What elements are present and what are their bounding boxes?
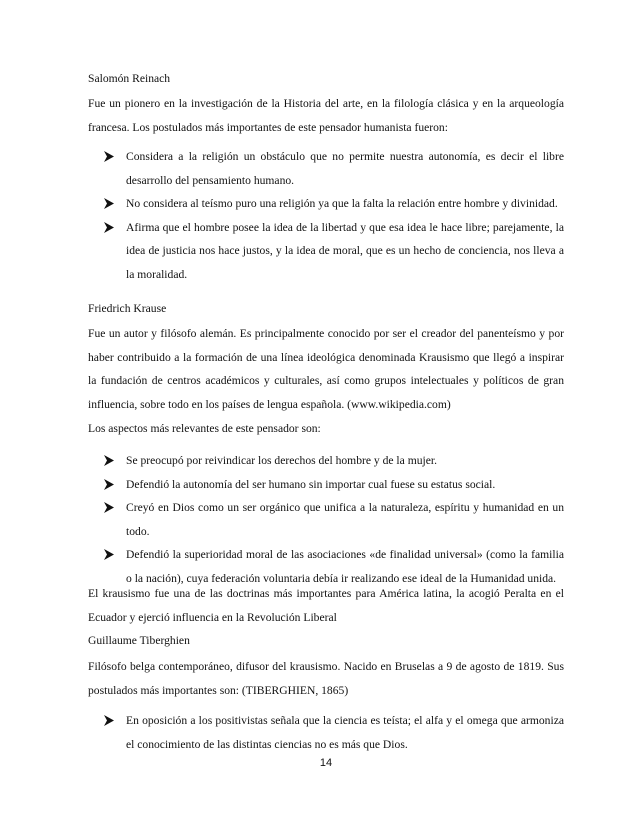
bullet-list-reinach [88, 145, 564, 286]
list-item [88, 449, 564, 473]
bullet-text: Considera a la religión un obstáculo que no permite nuestra autonomía, es decir el libre desarrollo del pensamiento humano. [126, 150, 564, 187]
bullet-text: Defendió la autonomía del ser humano sin importar cual fuese su estatus social. [126, 477, 496, 491]
paragraph-krause-aspects: Los aspectos más relevantes de este pensador son: [88, 422, 321, 435]
list-item [88, 145, 564, 192]
bullet-text: Se preocupó por reivindicar los derechos del hombre y de la mujer. [126, 454, 437, 467]
paragraph-krause-intro: Fue un autor y filósofo alemán. Es principalmente conocido por ser el creador del panenteísmo y por haber contribuido a la formación de una línea ideológica denominada Krausismo que llegó a inspirar la fundación de centros académicos y culturales, así como grupos intelectuales y políticos de gran influencia, sobre todo en los países de lengua española. (www.wikipedia.com) [88, 327, 564, 411]
paragraph-reinach-intro: Fue un pionero en la investigación de la Historia del arte, en la filología clásica y en la arqueología francesa. Los postulados más importantes de este pensador humanista fueron: [88, 97, 564, 134]
arrowhead-bullet-icon [104, 543, 116, 567]
arrowhead-bullet-icon [104, 449, 116, 473]
arrowhead-bullet-icon [104, 145, 116, 169]
arrowhead-bullet-icon [104, 496, 116, 520]
paragraph-tiberghien-intro: Filósofo belga contemporáneo, difusor del krausismo. Nacido en Bruselas a 9 de agosto de 1819. Sus postulados más importantes son: (TIBERGHIEN, 1865) [88, 660, 564, 697]
paragraph-krause-closing: El krausismo fue una de las doctrinas más importantes para América latina, la acogió Peralta en el Ecuador y ejerció influencia en la Revolución Liberal [88, 587, 564, 624]
arrowhead-bullet-icon [104, 192, 116, 216]
bullet-list-krause [88, 449, 564, 590]
bullet-text: Defendió la superioridad moral de las asociaciones «de finalidad universal» (como la familia o la nación), cuya federación voluntaria debía ir realizando ese ideal de la Humanidad unida. [126, 548, 564, 585]
bullet-text: En oposición a los positivistas señala que la ciencia es teísta; el alfa y el omega que armoniza el conocimiento de las distintas ciencias no es más que Dios. [126, 714, 564, 751]
section-heading-reinach: Salomón Reinach [88, 72, 171, 85]
list-item [88, 473, 564, 497]
list-item [88, 216, 564, 287]
bullet-text: Afirma que el hombre posee la idea de la libertad y que esa idea le hace libre; parejamente, la idea de justicia nos hace justos, y la idea de moral, que es un hecho de conciencia, nos lleva a la moralidad. [126, 220, 564, 281]
page-number: 14 [319, 757, 333, 769]
bullet-text: No considera al teísmo puro una religión ya que la falta la relación entre hombre y divinidad. [126, 197, 558, 210]
section-heading-tiberghien: Guillaume Tiberghien [88, 634, 190, 647]
list-item [88, 192, 564, 216]
bullet-text: Creyó en Dios como un ser orgánico que unifica a la naturaleza, espíritu y humanidad en un todo. [126, 501, 564, 538]
arrowhead-bullet-icon [104, 709, 116, 733]
arrowhead-bullet-icon [104, 216, 116, 240]
bullet-list-tiberghien [88, 709, 564, 756]
section-heading-krause: Friedrich Krause [88, 302, 167, 315]
list-item [88, 496, 564, 543]
arrowhead-bullet-icon [104, 473, 116, 497]
document-page [88, 0, 564, 826]
list-item [88, 709, 564, 756]
